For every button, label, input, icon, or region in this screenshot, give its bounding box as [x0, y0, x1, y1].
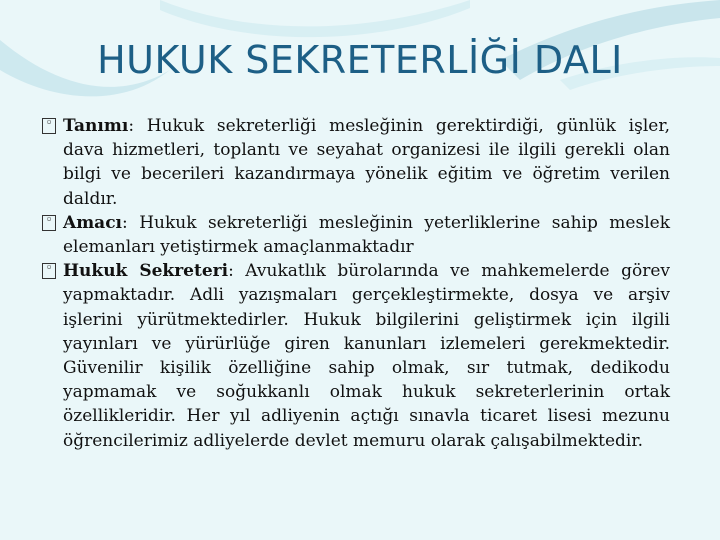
definition-paragraph: ▫ Tanımı: Hukuk sekreterliği mesleğinin gerektirdiği, günlük işler, dava hizmetleri, toplantı ve seyahat organizesi ile ilgili gerekli olan bilgi ve becerileri kazandırmaya yönelik eğitim ve öğretim verilen daldır. — [42, 114, 670, 211]
missing-glyph-bullet-icon: ▫ — [42, 215, 56, 231]
missing-glyph-bullet-icon: ▫ — [42, 263, 56, 279]
legal-secretary-text: Avukatlık bürolarında ve mahkemelerde görev yapmaktadır. Adli yazışmaları gerçekleştirmekte, dosya ve arşiv işlerini yürütmektedirler. Hukuk bilgilerini geliştirmek için ilgili yayınları ve yürürlüğe giren kanunları izlemeleri gerekmektedir. Güvenilir kişilik özelliğine sahip olmak, sır tutmak, dedikodu yapmamak ve soğukkanlı olmak hukuk sekreterlerinin ortak özellikleridir. Her yıl adliyenin açtığı sınavla ticaret lisesi mezunu öğrencilerimiz adliyelerde devlet memuru olarak çalışabilmektedir. — [63, 261, 670, 451]
purpose-paragraph: ▫ Amacı: Hukuk sekreterliği mesleğinin yeterliklerine sahip meslek elemanları yetiştirmek amaçlanmaktadır — [42, 211, 670, 259]
slide-title: HUKUK SEKRETERLİĞİ DALI — [97, 38, 623, 82]
bullet-list — [42, 114, 670, 453]
purpose-label: Amacı — [63, 212, 123, 233]
legal-secretary-label: Hukuk Sekreteri — [63, 261, 229, 282]
missing-glyph-bullet-icon: ▫ — [42, 118, 56, 134]
legal-secretary-paragraph: ▫ Hukuk Sekreteri: Avukatlık bürolarında ve mahkemelerde görev yapmaktadır. Adli yazışmaları gerçekleştirmekte, dosya ve arşiv işlerini yürütmektedirler. Hukuk bilgilerini geliştirmek için ilgili yayınları ve yürürlüğe giren kanunları izlemeleri gerekmektedir. Güvenilir kişilik özelliğine sahip olmak, sır tutmak, dedikodu yapmamak ve soğukkanlı olmak hukuk sekreterlerinin ortak özellikleridir. Her yıl adliyenin açtığı sınavla ticaret lisesi mezunu öğrencilerimiz adliyelerde devlet memuru olarak çalışabilmektedir. — [42, 259, 670, 453]
definition-label: Tanımı — [63, 116, 129, 136]
definition-text: Hukuk sekreterliği mesleğinin gerektirdiği, günlük işler, dava hizmetleri, toplantı ve seyahat organizesi ile ilgili gerekli olan bilgi ve becerileri kazandırmaya yönelik eğitim ve öğretim verilen daldır. — [63, 116, 671, 209]
purpose-text: Hukuk sekreterliği mesleğinin yeterliklerine sahip meslek elemanları yetiştirmek amaçlanmaktadır — [63, 212, 670, 258]
